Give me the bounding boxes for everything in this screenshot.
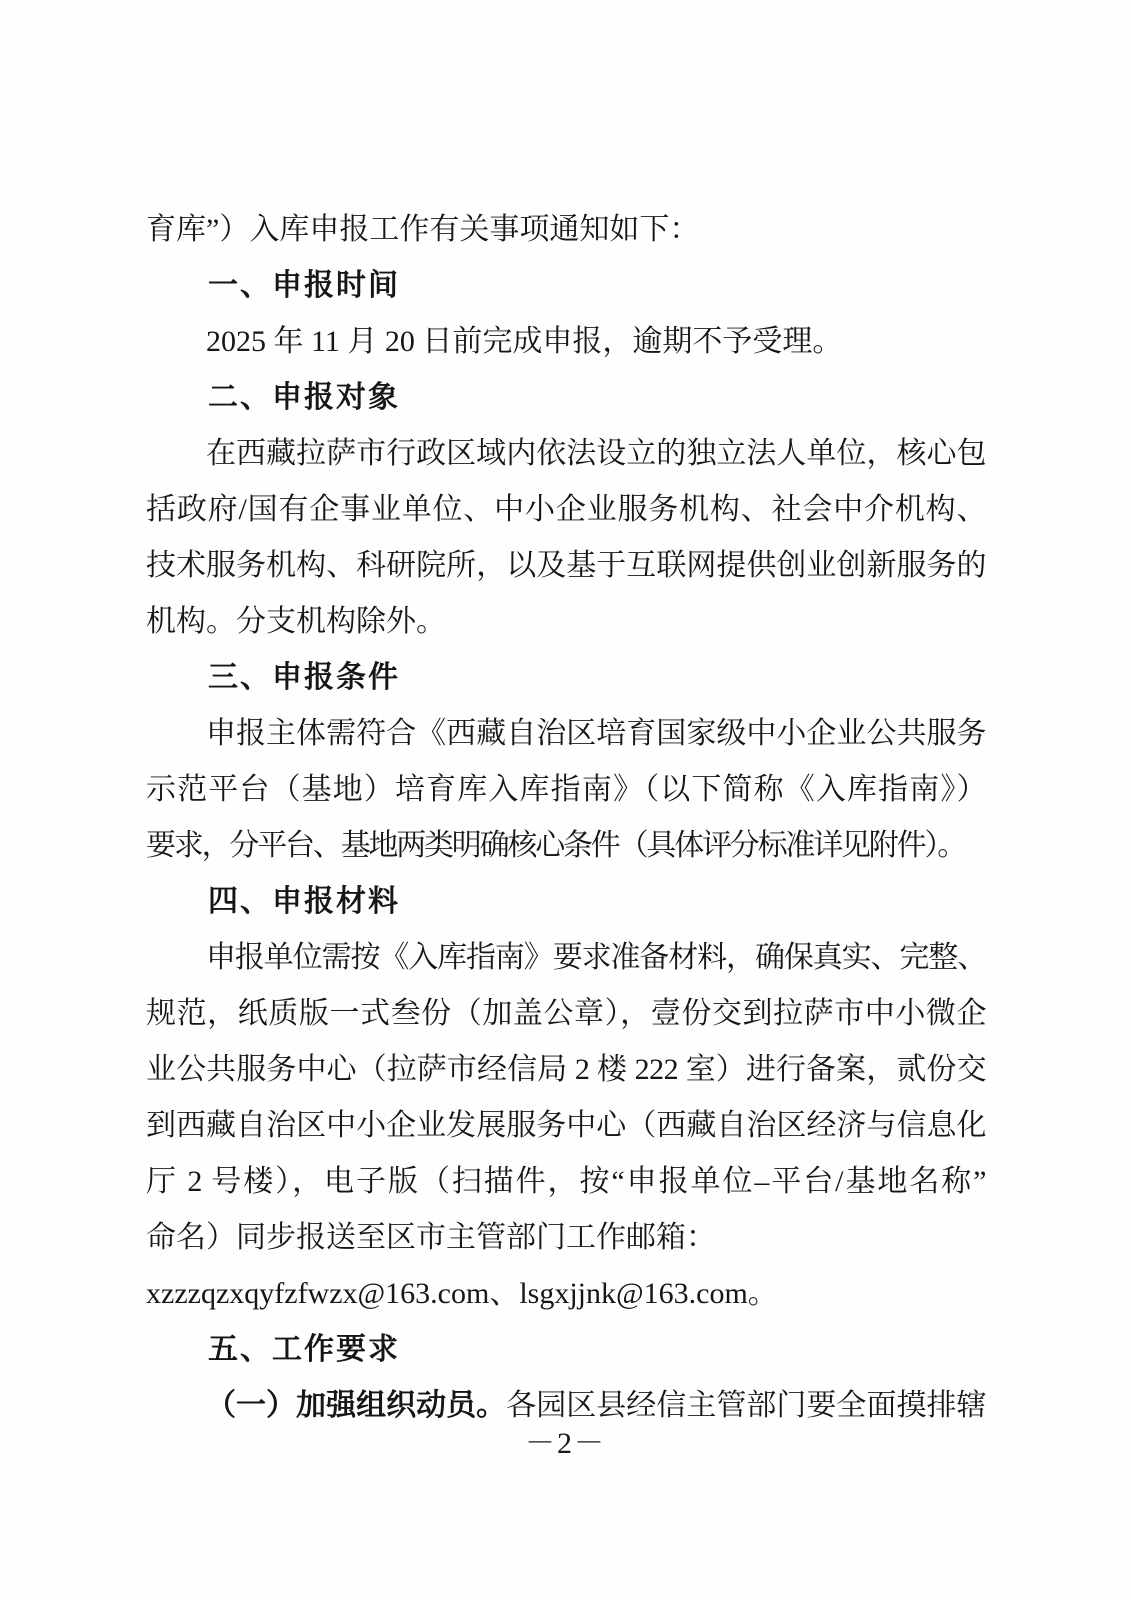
section-heading-2: 二、申报对象 [208, 381, 400, 414]
email-line: xzzzqzxqyfzfwzx@163.com、lsgxjjnk@163.com。 [146, 1277, 778, 1310]
section-heading-3: 三、申报条件 [208, 661, 400, 694]
page-number: －2－ [525, 1427, 606, 1460]
document-line: 命名）同步报送至区市主管部门工作邮箱： [146, 1221, 716, 1254]
document-line: 规范，纸质版一式叁份（加盖公章），壹份交到拉萨市中小微企 [146, 997, 986, 1030]
document-line: 要求，分平台、基地两类明确核心条件（具体评分标准详见附件）。 [146, 829, 965, 862]
document-line: 到西藏自治区中小企业发展服务中心（西藏自治区经济与信息化 [146, 1109, 986, 1142]
document-line: 在西藏拉萨市行政区域内依法设立的独立法人单位，核心包 [206, 437, 986, 470]
document-line: 示范平台（基地）培育库入库指南》（以下简称《入库指南》） [146, 773, 986, 806]
section-heading-5: 五、工作要求 [208, 1333, 400, 1366]
document-line: 业公共服务中心（拉萨市经信局 2 楼 222 室）进行备案，贰份交 [146, 1053, 986, 1086]
document-line: 厅 2 号楼），电子版（扫描件，按“申报单位–平台/基地名称” [146, 1165, 986, 1198]
document-line: 机构。分支机构除外。 [146, 605, 446, 638]
section-heading-1: 一、申报时间 [208, 269, 400, 302]
document-line: 育库”）入库申报工作有关事项通知如下： [146, 213, 700, 246]
document-line: 2025 年 11 月 20 日前完成申报，逾期不予受理。 [206, 325, 843, 358]
document-line: 申报单位需按《入库指南》要求准备材料，确保真实、完整、 [206, 941, 986, 974]
section-heading-4: 四、申报材料 [208, 885, 400, 918]
document-body [146, 202, 986, 1434]
document-line: 技术服务机构、科研院所，以及基于互联网提供创业创新服务的 [146, 549, 986, 582]
document-line: 括政府/国有企事业单位、中小企业服务机构、社会中介机构、 [146, 493, 986, 526]
line-text: 各园区县经信主管部门要全面摸排辖 [506, 1389, 987, 1422]
document-line: 申报主体需符合《西藏自治区培育国家级中小企业公共服务 [206, 717, 986, 750]
subsection-lead: （一）加强组织动员。 [206, 1389, 507, 1422]
